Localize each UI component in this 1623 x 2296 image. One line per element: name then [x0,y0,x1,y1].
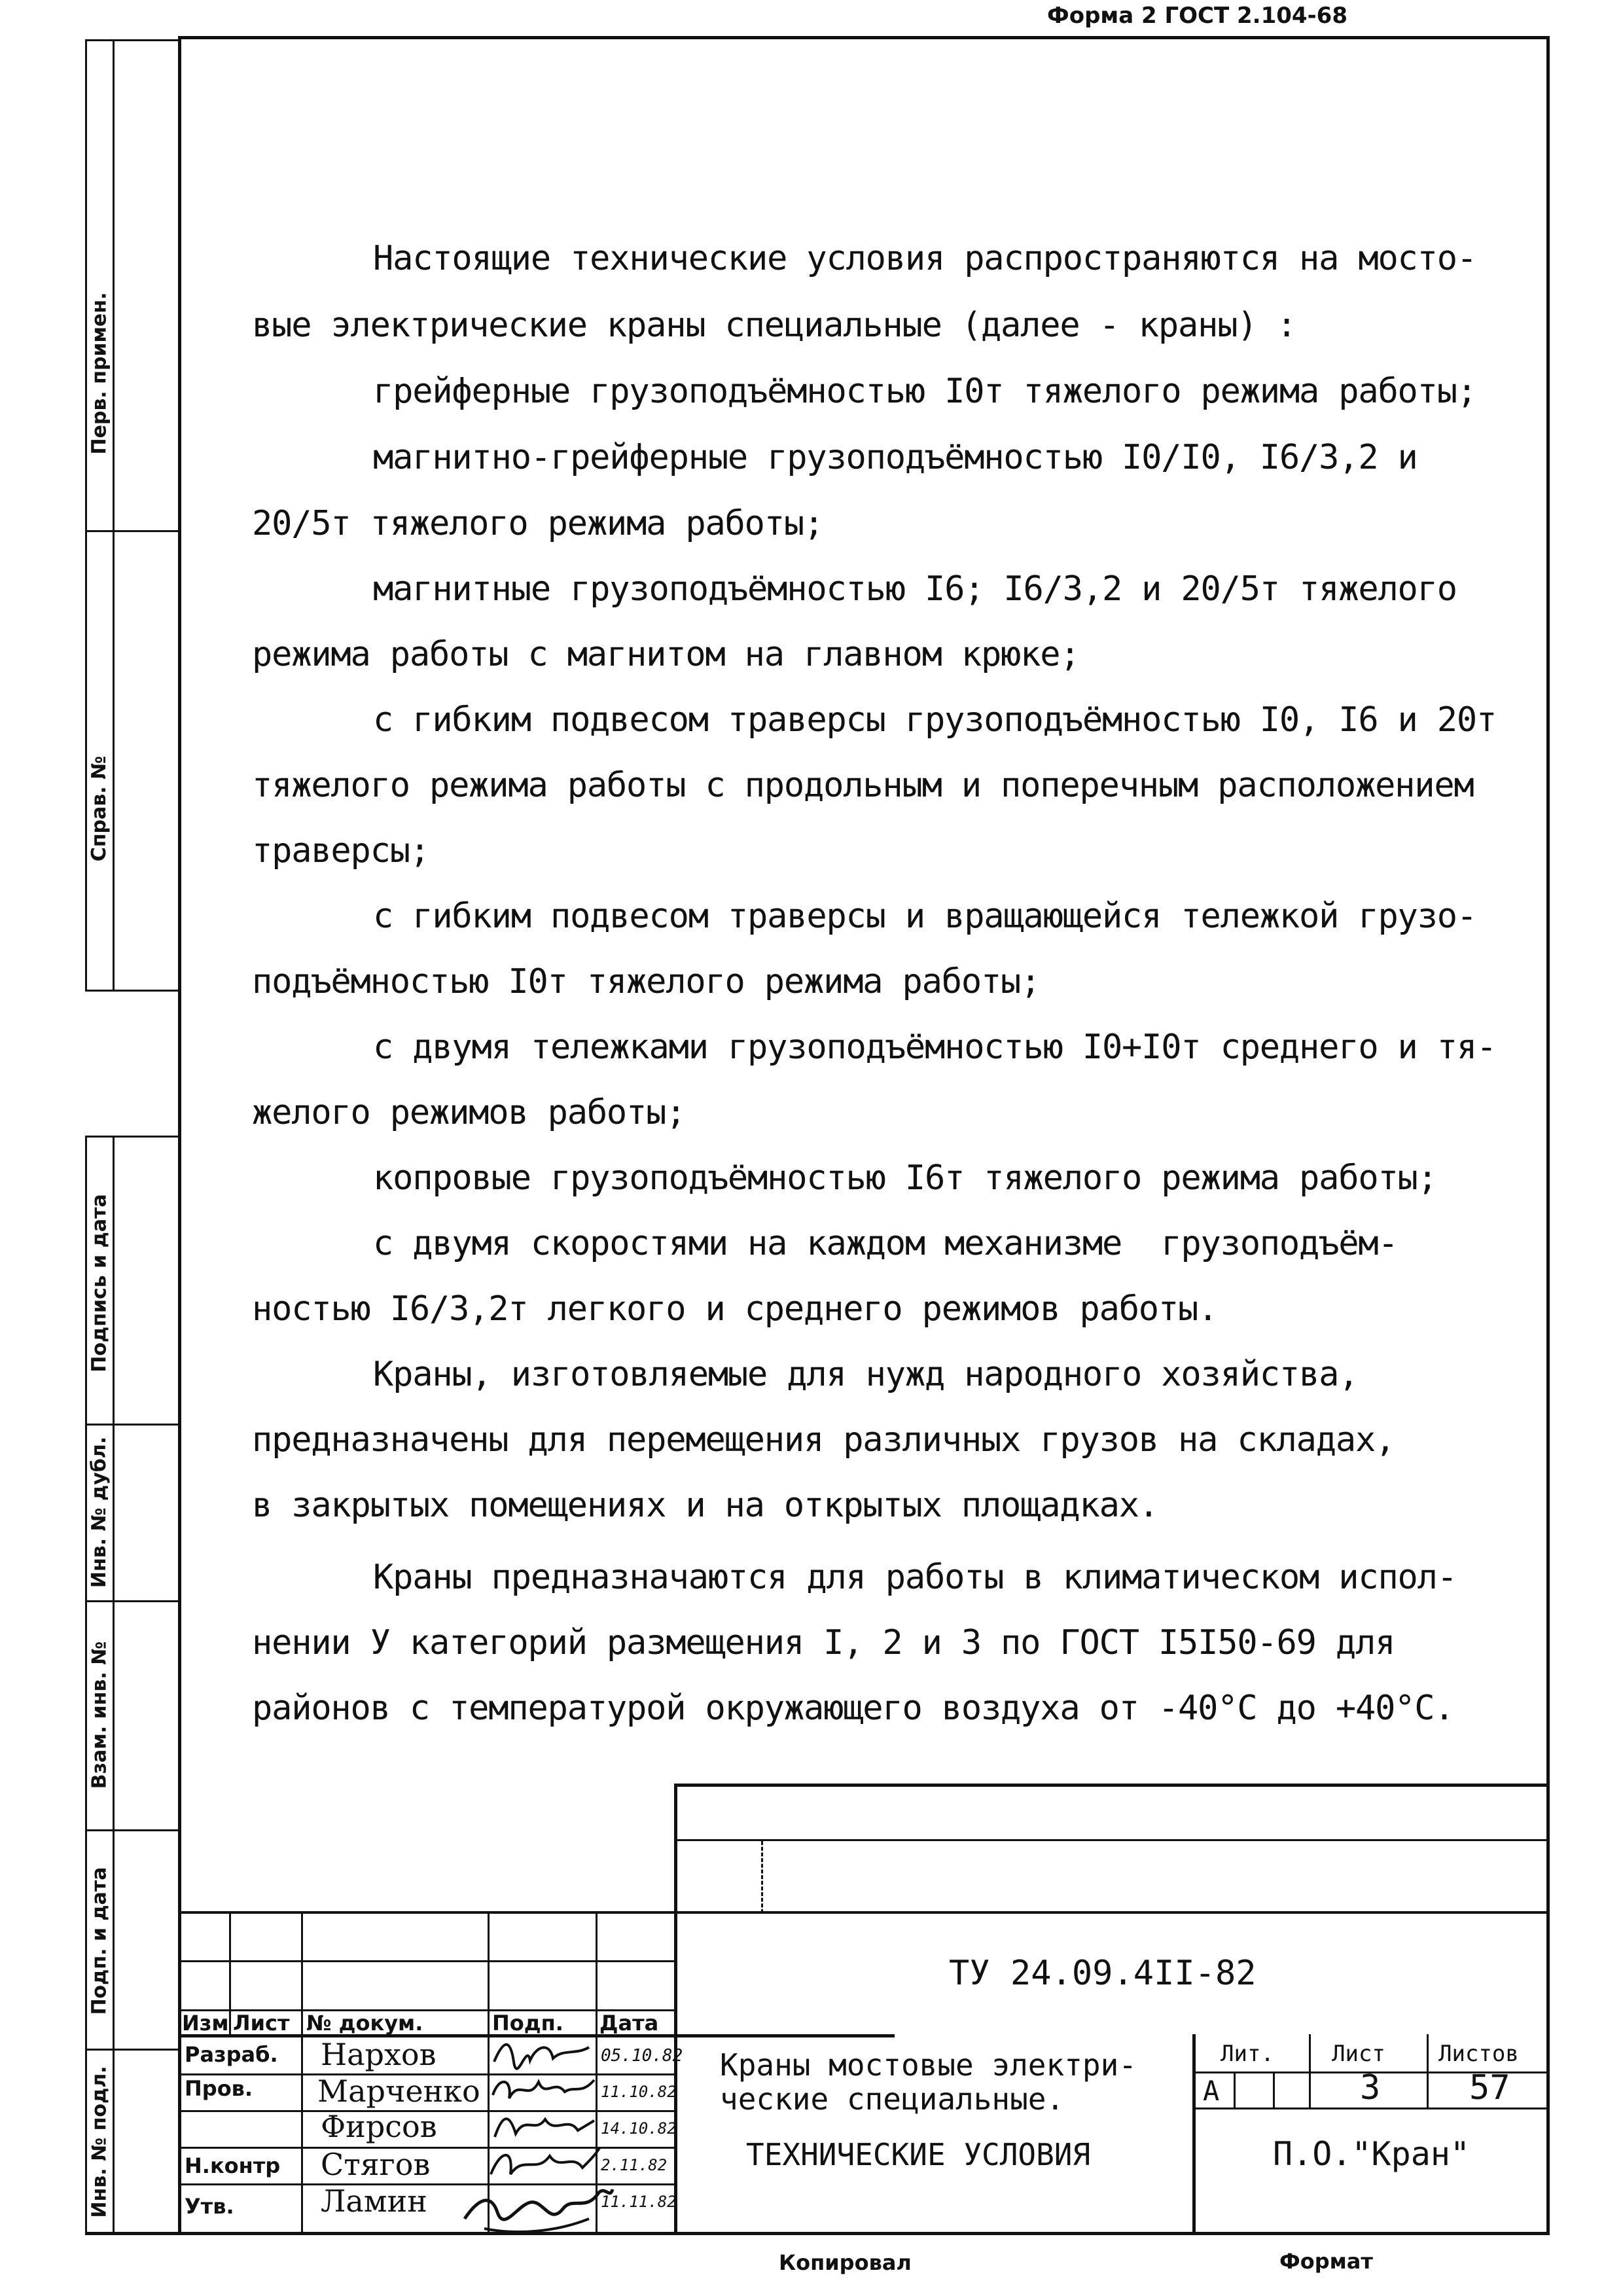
body-line: с двумя тележками грузоподъёмностью I0+I0т среднего и тя- [373,1028,1497,1067]
frame-left [178,36,181,2235]
lit-value: А [1203,2075,1220,2107]
role-developer: Разраб. [185,2042,278,2067]
body-line: Краны предназначаются для работы в климатическом испол- [373,1558,1457,1597]
product-title-line2: ческие специальные. [720,2081,1065,2117]
side-label-dup-inv-no: Инв. № дубл. [88,1436,111,1588]
signature-developer-icon [491,2036,596,2073]
footer-copied: Копировал [779,2250,912,2275]
body-line: магнитно-грейферные грузоподъёмностью I0/I0, I6/3,2 и [373,438,1418,477]
sheet-label: Лист [1332,2041,1385,2067]
date-approved: 11.11.82 [601,2193,677,2211]
date-checker: 11.10.82 [601,2083,677,2101]
body-line: с гибким подвесом траверсы грузоподъёмностью I0, I6 и 20т [373,700,1497,740]
frame-bottom [85,2232,1550,2235]
body-line: режима работы с магнитом на главном крюке; [252,635,1080,674]
body-line: в закрытых помещениях и на открытых площадках. [252,1486,1158,1525]
col-header-sign: Подп. [492,2011,563,2036]
body-line: Настоящие технические условия распространяются на мосто- [373,239,1476,278]
footer-format: Формат [1279,2249,1373,2274]
frame-right [1546,36,1550,2235]
col-header-date: Дата [599,2011,659,2036]
signature-approved-icon [458,2173,615,2238]
date-norm-control: 2.11.82 [601,2156,668,2174]
body-line: нении У категорий размещения I, 2 и 3 по ГОСТ I5I50-69 для [252,1623,1395,1662]
body-line: грейферные грузоподъёмностью I0т тяжелого режима работы; [373,372,1476,411]
body-line: 20/5т тяжелого режима работы; [252,504,824,543]
sheets-value: 57 [1469,2068,1510,2108]
side-label-first-use: Перв. примен. [88,292,111,454]
body-line: подъёмностью I0т тяжелого режима работы; [252,962,1041,1001]
name-developer: Нархов [321,2037,437,2072]
col-header-doc-no: № докум. [306,2011,423,2036]
body-line: с двумя скоростями на каждом механизме грузоподъём- [373,1224,1398,1263]
name-checker: Марченко [317,2073,480,2109]
side-label-replaced-inv-no: Взам. инв. № [88,1641,111,1789]
sheet-value: 3 [1360,2068,1381,2108]
body-line: вые электрические краны специальные (далее - краны) : [252,306,1296,345]
side-label-sign-and-date: Подп. и дата [88,1866,111,2015]
sheets-label: Листов [1438,2041,1519,2067]
body-line: тяжелого режима работы с продольным и поперечным расположением [252,766,1474,805]
body-line: ностью I6/3,2т легкого и среднего режимов работы. [252,1289,1218,1329]
body-line: магнитные грузоподъёмностью I6; I6/3,2 и 20/5т тяжелого [373,569,1457,609]
signature-checker-icon [490,2072,597,2110]
body-line: копровые грузоподъёмностью I6т тяжелого режима работы; [373,1158,1437,1198]
organization: П.О."Кран" [1273,2135,1471,2173]
body-line: желого режимов работы; [252,1093,686,1132]
role-checker: Пров. [185,2076,253,2101]
document-type: ТЕХНИЧЕСКИЕ УСЛОВИЯ [746,2137,1091,2172]
body-line: предназначены для перемещения различных грузов на складах, [252,1420,1395,1460]
product-title-line1: Краны мостовые электри- [720,2047,1137,2083]
body-line: районов с температурой окружающего воздуха от -40°С до +40°С. [252,1689,1454,1728]
body-line: с гибким подвесом траверсы и вращающейся тележкой грузо- [373,897,1476,936]
side-label-original-inv-no: Инв. № подл. [88,2066,111,2218]
col-header-izm: Изм [182,2011,229,2036]
document-code: ТУ 24.09.4II-82 [949,1954,1257,1993]
side-label-signature-date: Подпись и дата [88,1193,111,1372]
name-approved: Ламин [321,2183,427,2219]
signature-third-icon [490,2108,597,2145]
body-line: траверсы; [252,831,429,870]
date-developer: 05.10.82 [601,2046,683,2066]
frame-top [178,36,1549,39]
lit-label: Лит. [1221,2041,1274,2067]
date-third: 14.10.82 [601,2119,677,2138]
col-header-list: Лист [233,2011,290,2036]
name-norm-control: Стягов [321,2147,431,2182]
body-line: Краны, изготовляемые для нужд народного хозяйства, [373,1355,1359,1394]
side-label-reference-no: Справ. № [88,755,111,861]
name-third: Фирсов [321,2109,437,2144]
form-header: Форма 2 ГОСТ 2.104-68 [1047,3,1347,29]
role-approved: Утв. [185,2194,234,2219]
role-norm-control: Н.контр [185,2153,281,2178]
